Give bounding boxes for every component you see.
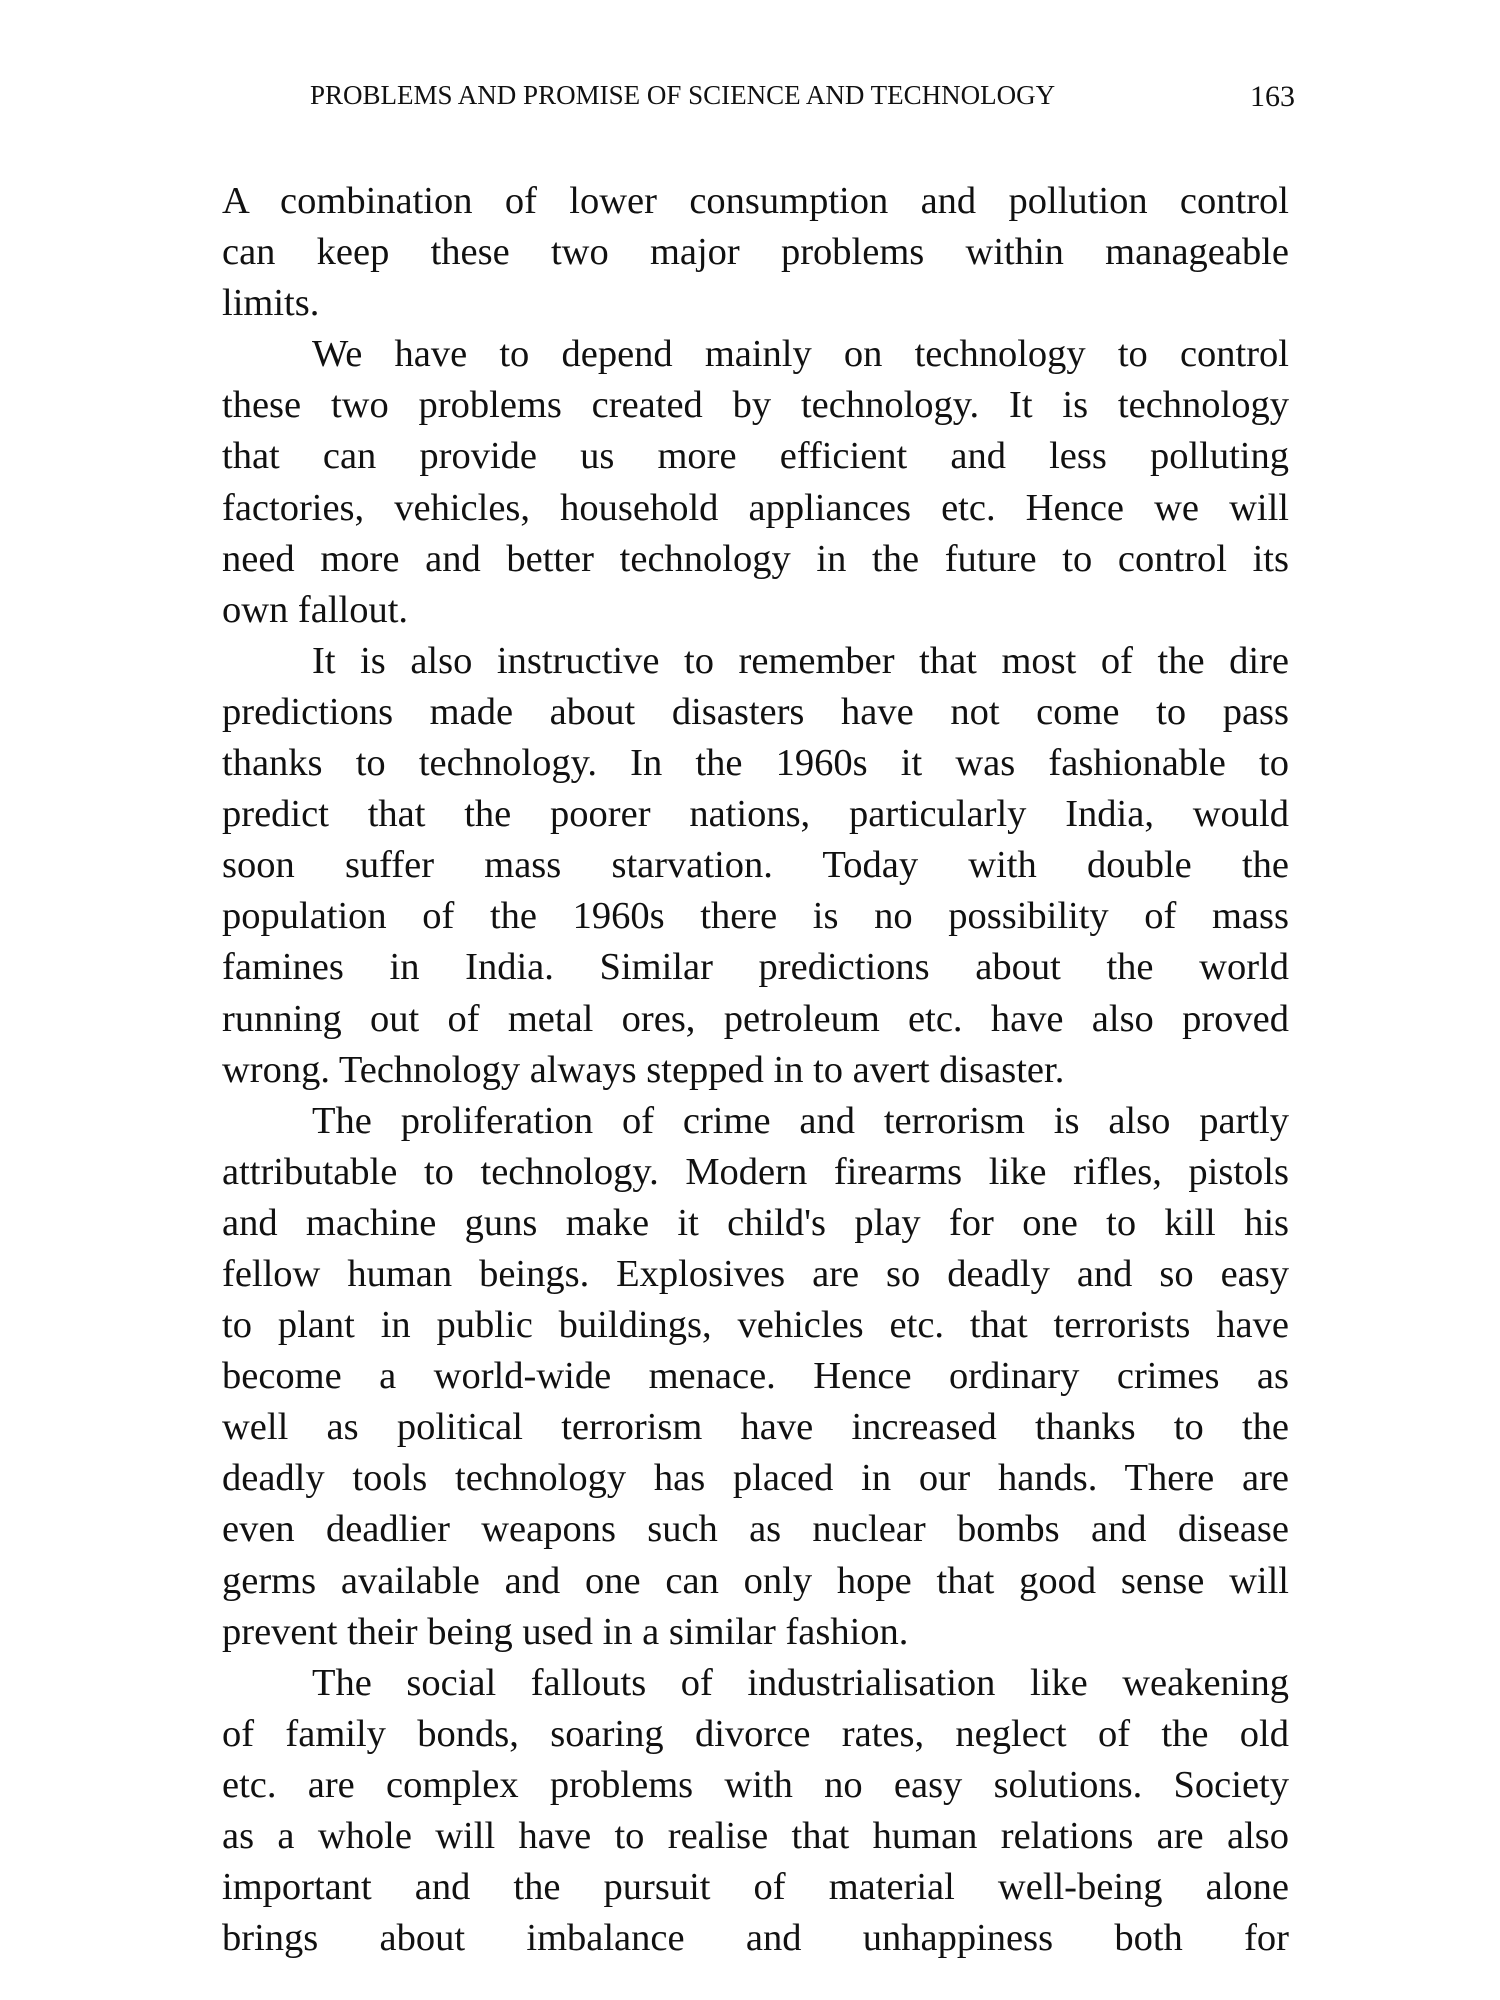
text-line: attributable to technology. Modern firearms like rifles, pistols (222, 1150, 1289, 1193)
text-line: these two problems created by technology. It is technology (222, 384, 1289, 427)
running-title: PROBLEMS AND PROMISE OF SCIENCE AND TECHNOLOGY (310, 80, 1056, 110)
text-line: well as political terrorism have increased thanks to the (222, 1406, 1289, 1449)
text-line: It is also instructive to remember that most of the dire (312, 639, 1289, 682)
text-line: even deadlier weapons such as nuclear bombs and disease (222, 1508, 1289, 1551)
page-number: 163 (1250, 80, 1295, 113)
text-line: need more and better technology in the future to control its (222, 537, 1289, 580)
text-line: running out of metal ores, petroleum etc. have also proved (222, 997, 1289, 1040)
text-line: The proliferation of crime and terrorism is also partly (312, 1099, 1289, 1142)
text-line: factories, vehicles, household appliances etc. Hence we will (222, 486, 1289, 529)
text-line: soon suffer mass starvation. Today with double the (222, 844, 1289, 887)
text-line: A combination of lower consumption and pollution control (222, 180, 1289, 222)
text-line: of family bonds, soaring divorce rates, neglect of the old (222, 1712, 1289, 1755)
text-line: brings about imbalance and unhappiness both for (222, 1917, 1289, 1960)
text-line: limits. (222, 282, 320, 325)
text-line: that can provide us more efficient and less polluting (222, 435, 1289, 478)
text-line: germs available and one can only hope that good sense will (222, 1559, 1289, 1602)
text-line: own fallout. (222, 588, 409, 631)
text-line: The social fallouts of industrialisation like weakening (312, 1661, 1289, 1704)
text-line: and machine guns make it child's play for one to kill his (222, 1201, 1289, 1244)
text-line: can keep these two major problems within manageable (222, 231, 1289, 274)
text-line: thanks to technology. In the 1960s it was fashionable to (222, 742, 1289, 785)
text-line: fellow human beings. Explosives are so deadly and so easy (222, 1252, 1289, 1295)
text-line: important and the pursuit of material well-being alone (222, 1866, 1289, 1909)
text-line: wrong. Technology always stepped in to avert disaster. (222, 1048, 1065, 1091)
text-line: to plant in public buildings, vehicles etc. that terrorists have (222, 1304, 1289, 1347)
text-line: as a whole will have to realise that human relations are also (222, 1815, 1289, 1857)
text-line: population of the 1960s there is no possibility of mass (222, 895, 1289, 938)
text-line: become a world-wide menace. Hence ordinary crimes as (222, 1355, 1289, 1398)
text-line: predict that the poorer nations, particularly India, would (222, 793, 1289, 836)
text-line: etc. are complex problems with no easy solutions. Society (222, 1763, 1289, 1806)
text-line: prevent their being used in a similar fashion. (222, 1610, 909, 1653)
text-line: We have to depend mainly on technology to control (312, 333, 1289, 376)
text-line: famines in India. Similar predictions about the world (222, 946, 1289, 989)
text-line: deadly tools technology has placed in our hands. There are (222, 1457, 1289, 1500)
body-text (222, 176, 1289, 1964)
text-line: predictions made about disasters have not come to pass (222, 690, 1289, 733)
